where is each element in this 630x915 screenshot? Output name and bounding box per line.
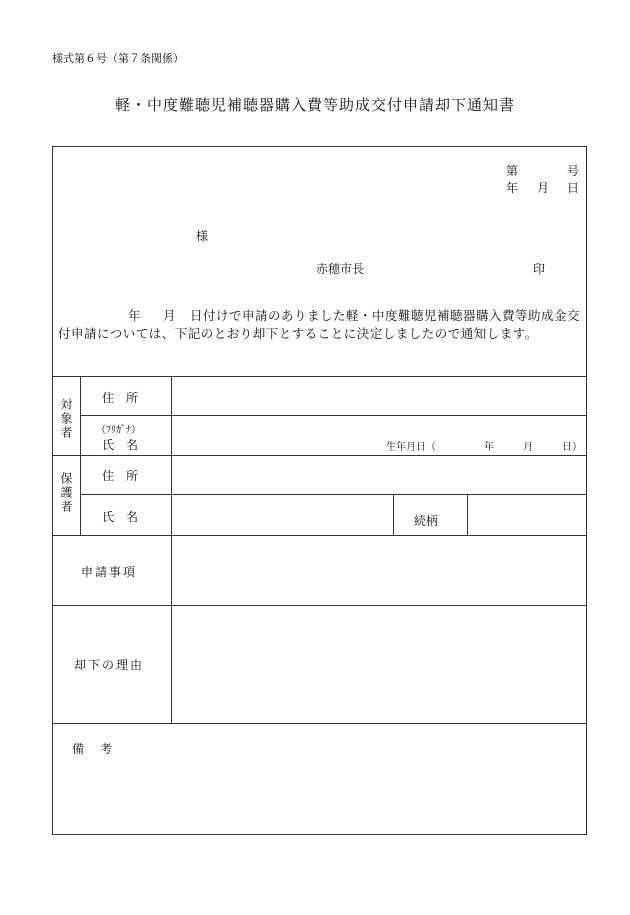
subject-label: 対象者 <box>59 398 73 440</box>
rule <box>52 455 587 456</box>
birthdate-month: 月 <box>523 442 533 453</box>
subject-name-label: 氏 名 <box>102 438 139 452</box>
guardian-address-label: 住 所 <box>102 469 139 483</box>
birthdate-label: 生年月日（ <box>386 442 436 453</box>
rule <box>393 494 394 535</box>
date-day: 日 <box>567 181 580 195</box>
rule <box>52 723 587 724</box>
date-month: 月 <box>537 181 550 195</box>
seal-mark: 印 <box>533 262 546 276</box>
number-go: 号 <box>567 164 580 178</box>
notice-body <box>58 307 582 343</box>
rule <box>171 376 172 723</box>
recipient-honorific: 様 <box>196 229 209 243</box>
guardian-label: 保護者 <box>59 472 73 514</box>
document-title: 軽・中度難聴児補聴器購入費等助成交付申請却下通知書 <box>114 96 515 114</box>
remarks-label: 備 考 <box>72 742 115 756</box>
relation-label: 続柄 <box>414 514 439 528</box>
subject-address-label: 住 所 <box>102 391 139 405</box>
rejection-reason-label: 却下の理由 <box>74 658 145 672</box>
birthdate-year: 年 <box>484 442 494 453</box>
rule <box>52 535 587 536</box>
date-year: 年 <box>506 181 519 195</box>
form-number: 様式第６号（第７条関係） <box>52 52 184 65</box>
body-date-month: 月 <box>163 308 177 323</box>
body-text: 日付けで申請のありました軽・中度難聴児補聴器購入費等助成金交付申請については、下記のとおり却下とすることに決定しましたので通知します。 <box>58 308 581 341</box>
guardian-name-label: 氏 名 <box>102 510 139 524</box>
application-items-label: 申請事項 <box>81 565 138 579</box>
rule <box>52 605 587 606</box>
form-frame <box>52 146 587 835</box>
birthdate-day: 日） <box>562 442 582 453</box>
rule <box>80 376 81 535</box>
rule <box>467 494 468 535</box>
furigana-label: （ﾌﾘｶﾞﾅ） <box>96 425 141 436</box>
number-dai: 第 <box>506 164 519 178</box>
rule <box>80 494 587 495</box>
issuer-name: 赤穂市長 <box>316 262 365 276</box>
rule <box>80 415 587 416</box>
body-date-year: 年 <box>128 308 142 323</box>
rule <box>52 376 587 377</box>
